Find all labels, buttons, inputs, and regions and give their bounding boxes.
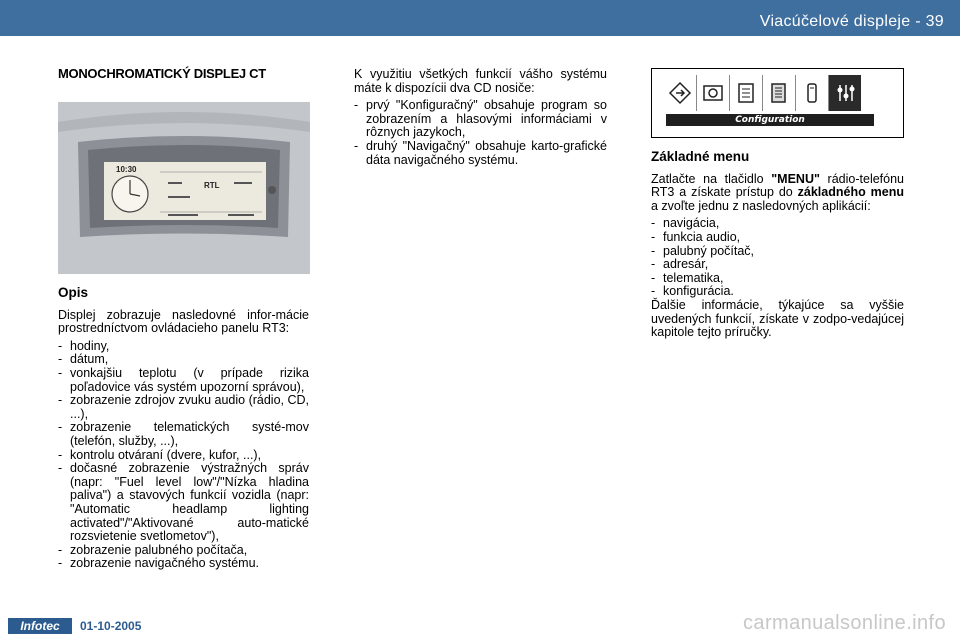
section-title: MONOCHROMATICKÝ DISPLEJ CT	[58, 66, 266, 81]
basic-menu-column	[651, 150, 904, 340]
watermark: carmanualsonline.info	[743, 612, 946, 634]
basic-menu-bold: základného menu	[797, 185, 904, 200]
description-intro: Displej zobrazuje nasledovné infor-mácie prostredníctvom ovládacieho panelu RT3:	[58, 307, 309, 336]
list-item: - funkcia audio,	[651, 231, 904, 245]
list-item: - prvý "Konfiguračný" obsahuje program so zobrazením a hlasovými informáciami v rôznych jazykoch,	[354, 99, 607, 140]
title-separator: -	[915, 13, 921, 30]
list-item: - palubný počítač,	[651, 245, 904, 259]
cd-info-list	[354, 99, 607, 167]
list-item: - dočasné zobrazenie výstražných správ (napr: "Fuel level low"/"Nízka hladina paliva") a stavových funkcií vozidla (napr: "Automatic headlamp lighting activated"/"Aktivované auto-matické rozsvietenie svetlometov"),	[58, 462, 309, 544]
configuration-icon	[829, 75, 861, 111]
list-item: - dátum,	[58, 353, 309, 367]
list-item: - zobrazenie zdrojov zvuku audio (rádio, CD, ...),	[58, 394, 309, 421]
configuration-screen-image	[651, 68, 904, 138]
chapter-title: Viacúčelové displeje	[759, 13, 911, 30]
description-list	[58, 340, 309, 571]
dashboard-display-photo	[58, 102, 310, 274]
basic-menu-outro: Ďalšie informácie, týkajúce sa vyššie uvedených funkcií, získate v zodpo-vedajúcej kapitole tejto príručky.	[651, 297, 904, 340]
list-item: - druhý "Navigačný" obsahuje karto-grafické dáta navigačného systému.	[354, 140, 607, 167]
applications-list	[651, 217, 904, 299]
basic-menu-heading: Základné menu	[651, 149, 750, 164]
list-item: - konfigurácia.	[651, 285, 904, 299]
list-item: - zobrazenie navigačného systému.	[58, 557, 309, 571]
page-header	[0, 0, 960, 36]
basic-menu-intro: Zatlačte na tlačidlo "MENU" rádio-telefónu RT3 a získate prístup do základného menu a zvoľte jednu z nasledovných aplikácií:	[651, 171, 904, 213]
navigation-icon	[664, 75, 697, 111]
directory-icon	[763, 75, 796, 111]
photo-station: RTL	[204, 181, 220, 190]
list-item: - telematika,	[651, 272, 904, 286]
audio-icon	[697, 75, 730, 111]
cd-info-intro: K využitiu všetkých funkcií vášho systému máte k dispozícii dva CD nosiče:	[354, 67, 607, 95]
page-title	[760, 13, 944, 31]
infotec-logo: Infotec	[8, 618, 72, 634]
list-item: - zobrazenie palubného počítača,	[58, 544, 309, 558]
page-number: 39	[925, 13, 944, 30]
list-item: - kontrolu otváraní (dvere, kufor, ...),	[58, 449, 309, 463]
description-column	[58, 286, 309, 571]
list-item: - navigácia,	[651, 217, 904, 231]
footer-date: 01-10-2005	[80, 619, 142, 633]
telephone-icon	[796, 75, 829, 111]
cd-info-column	[354, 68, 607, 167]
photo-time: 10:30	[116, 165, 137, 174]
description-heading: Opis	[58, 285, 89, 300]
trip-computer-icon	[730, 75, 763, 111]
list-item: - hodiny,	[58, 340, 309, 354]
menu-button-label: "MENU"	[771, 171, 820, 186]
list-item: - vonkajšiu teplotu (v prípade rizika poľadovice vás systém upozorní správou),	[58, 367, 309, 394]
configuration-label: Configuration	[666, 114, 874, 126]
list-item: - adresár,	[651, 258, 904, 272]
list-item: - zobrazenie telematických systé-mov (telefón, služby, ...),	[58, 421, 309, 448]
